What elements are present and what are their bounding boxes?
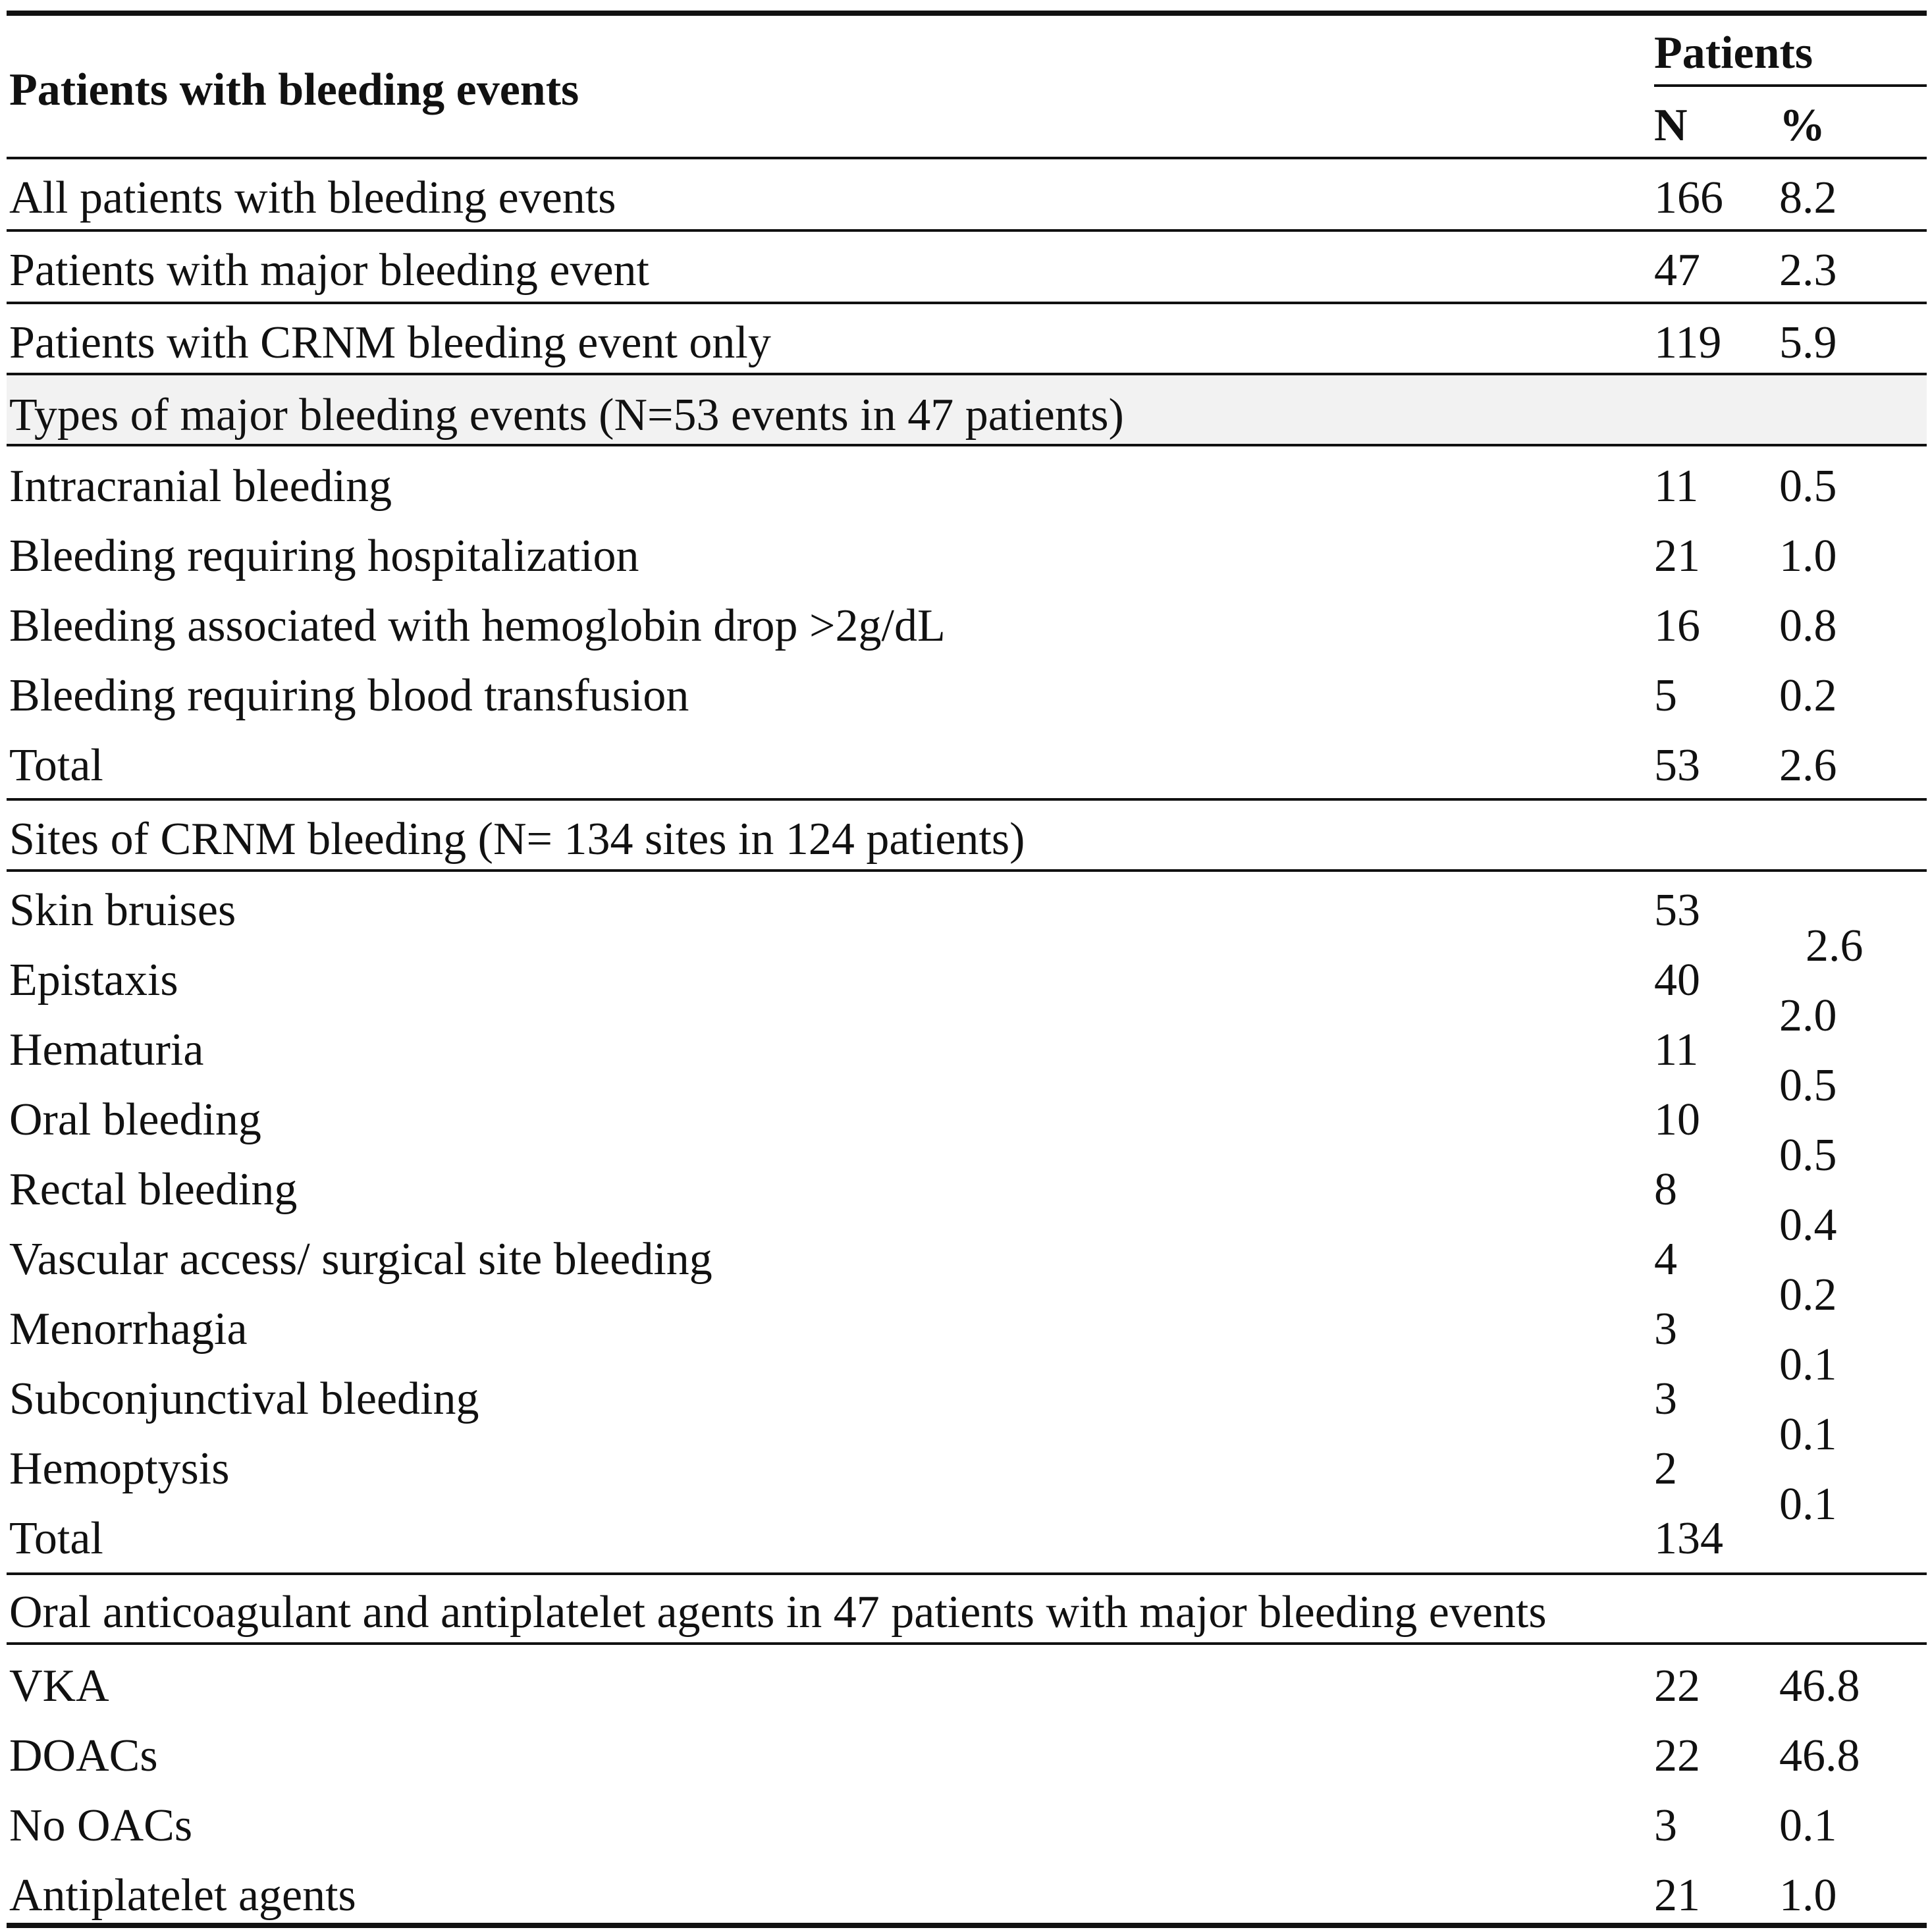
crnm-total-n: 134 (1654, 1513, 1723, 1564)
column-header-n: N (1654, 100, 1688, 151)
major-total-n: 53 (1654, 740, 1700, 791)
major-row-n: 11 (1654, 461, 1699, 512)
table-title: Patients with bleeding events (9, 65, 579, 115)
summary-row-n: 47 (1654, 245, 1700, 296)
bottom-rule (7, 1923, 1927, 1928)
crnm-row-n: 40 (1654, 955, 1700, 1006)
section-rule (7, 1572, 1927, 1575)
agent-row-n: 22 (1654, 1731, 1700, 1781)
major-row-label: Bleeding requiring hospitalization (9, 531, 639, 581)
agent-row-pct: 1.0 (1779, 1870, 1837, 1921)
crnm-row-n: 4 (1654, 1234, 1677, 1285)
major-row-label: Intracranial bleeding (9, 461, 392, 512)
agent-row-n: 3 (1654, 1800, 1677, 1851)
major-row-n: 16 (1654, 601, 1700, 651)
section-rule (7, 444, 1927, 446)
patients-group-header: Patients (1654, 28, 1813, 78)
column-header-pct: % (1779, 100, 1825, 151)
header-rule (7, 157, 1927, 159)
major-row-n: 21 (1654, 531, 1700, 581)
crnm-row-n: 10 (1654, 1094, 1700, 1145)
row-divider (7, 229, 1927, 232)
crnm-pct: 2.0 (1779, 990, 1837, 1041)
patients-group-rule (1654, 84, 1927, 87)
crnm-row-label: Epistaxis (9, 955, 178, 1006)
major-row-pct: 0.2 (1779, 670, 1837, 721)
section-title-crnm: Sites of CRNM bleeding (N= 134 sites in 124 patients) (9, 814, 1025, 865)
major-row-pct: 0.8 (1779, 601, 1837, 651)
crnm-pct: 0.5 (1779, 1130, 1837, 1181)
major-row-pct: 0.5 (1779, 461, 1837, 512)
crnm-pct: 0.5 (1779, 1060, 1837, 1111)
agent-row-label: VKA (9, 1661, 109, 1711)
agent-row-label: DOACs (9, 1731, 158, 1781)
section-title-agents: Oral anticoagulant and antiplatelet agents in 47 patients with major bleeding events (9, 1587, 1547, 1638)
major-row-pct: 1.0 (1779, 531, 1837, 581)
crnm-total-label: Total (9, 1513, 103, 1564)
agent-row-pct: 0.1 (1779, 1800, 1837, 1851)
summary-row-label: Patients with CRNM bleeding event only (9, 317, 771, 368)
agent-row-label: Antiplatelet agents (9, 1870, 356, 1921)
crnm-row-n: 3 (1654, 1304, 1677, 1355)
crnm-pct: 0.1 (1779, 1479, 1837, 1530)
crnm-row-n: 2 (1654, 1443, 1677, 1494)
crnm-pct: 0.4 (1779, 1200, 1837, 1250)
crnm-row-label: Hematuria (9, 1025, 204, 1075)
agent-row-label: No OACs (9, 1800, 193, 1851)
major-total-label: Total (9, 740, 103, 791)
crnm-row-label: Hemoptysis (9, 1443, 230, 1494)
crnm-row-label: Vascular access/ surgical site bleeding (9, 1234, 712, 1285)
crnm-pct: 0.2 (1779, 1270, 1837, 1320)
crnm-row-label: Oral bleeding (9, 1094, 261, 1145)
crnm-row-n: 11 (1654, 1025, 1699, 1075)
crnm-row-label: Rectal bleeding (9, 1164, 298, 1215)
summary-row-pct: 2.3 (1779, 245, 1837, 296)
section-rule (7, 1642, 1927, 1645)
crnm-row-n: 3 (1654, 1374, 1677, 1424)
major-total-pct: 2.6 (1779, 740, 1837, 791)
major-row-label: Bleeding requiring blood transfusion (9, 670, 689, 721)
summary-row-label: All patients with bleeding events (9, 173, 616, 223)
row-divider (7, 302, 1927, 304)
agent-row-n: 21 (1654, 1870, 1700, 1921)
summary-row-pct: 8.2 (1779, 173, 1837, 223)
top-rule (7, 11, 1927, 16)
crnm-row-n: 53 (1654, 885, 1700, 936)
section-rule (7, 373, 1927, 375)
crnm-pct: 2.6 (1806, 921, 1863, 971)
crnm-pct: 0.1 (1779, 1339, 1837, 1390)
summary-row-label: Patients with major bleeding event (9, 245, 650, 296)
summary-row-n: 166 (1654, 173, 1723, 223)
agent-row-n: 22 (1654, 1661, 1700, 1711)
crnm-row-label: Menorrhagia (9, 1304, 248, 1355)
summary-row-pct: 5.9 (1779, 317, 1837, 368)
agent-row-pct: 46.8 (1779, 1661, 1860, 1711)
crnm-pct: 0.1 (1779, 1409, 1837, 1460)
crnm-row-label: Subconjunctival bleeding (9, 1374, 479, 1424)
major-row-label: Bleeding associated with hemoglobin drop >2g/dL (9, 601, 946, 651)
section-rule (7, 798, 1927, 801)
crnm-row-label: Skin bruises (9, 885, 236, 936)
crnm-row-n: 8 (1654, 1164, 1677, 1215)
agent-row-pct: 46.8 (1779, 1731, 1860, 1781)
section-rule (7, 869, 1927, 872)
summary-row-n: 119 (1654, 317, 1722, 368)
section-title-major: Types of major bleeding events (N=53 events in 47 patients) (9, 390, 1124, 441)
major-row-n: 5 (1654, 670, 1677, 721)
